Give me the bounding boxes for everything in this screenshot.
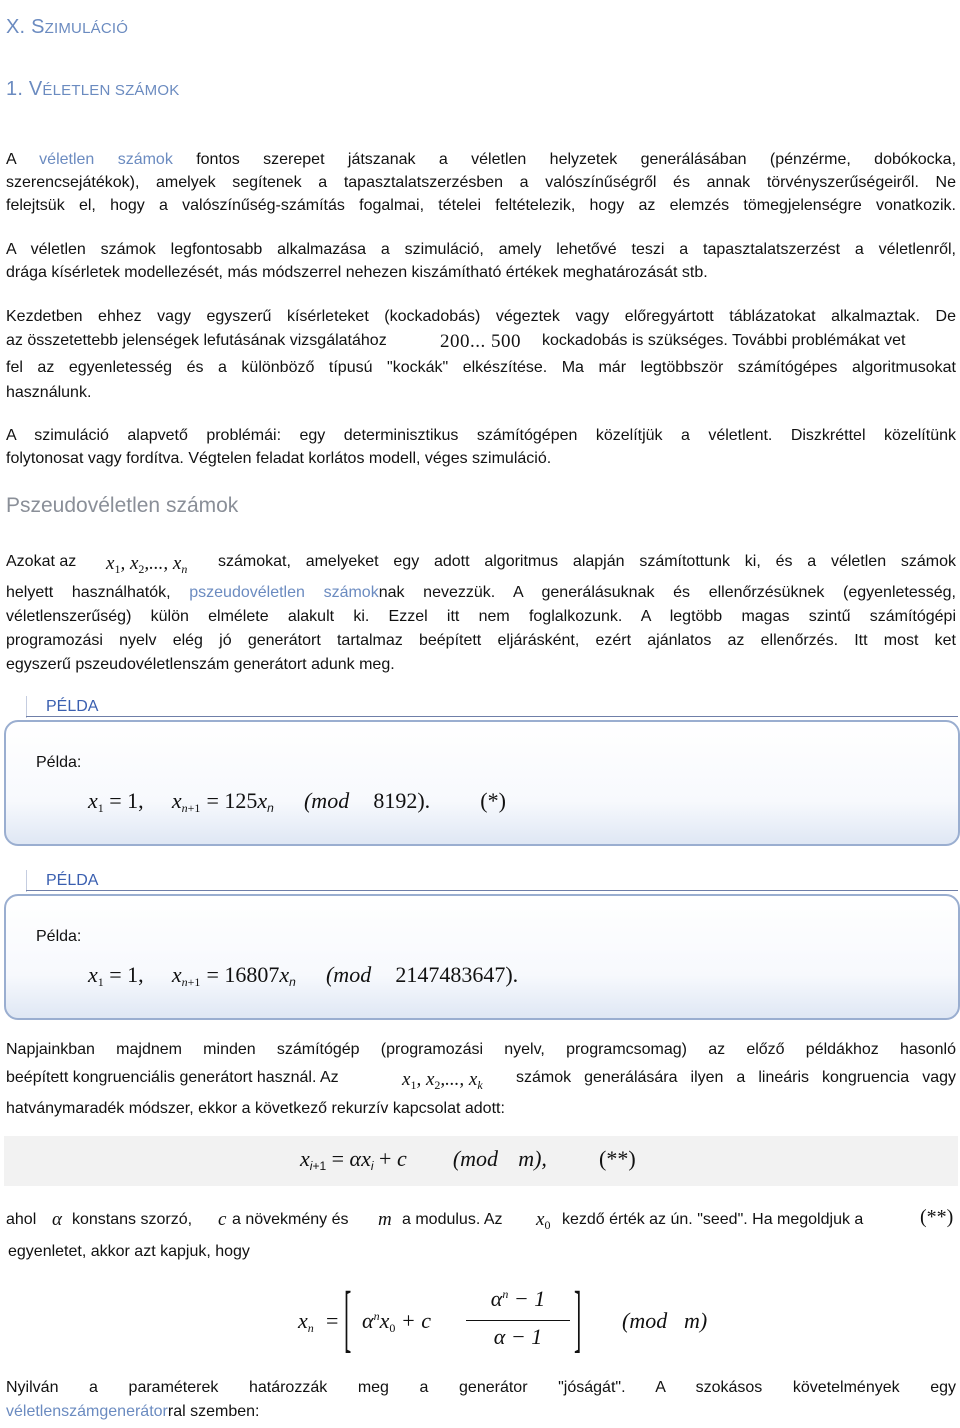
text: a modulus. Az [402, 1211, 503, 1228]
subsection-title: Pszeudovéletlen számok [6, 494, 239, 517]
math-range: 200... 500 [440, 331, 521, 352]
text-with-math [6, 329, 956, 352]
text: folytonosat vagy fordítva. Végtelen feladat korlátos modell, véges szimuláció. [6, 450, 552, 467]
math-c: c [218, 1209, 227, 1230]
equation-tag: (**) [920, 1206, 954, 1228]
text: Napjainkban majdnem minden számítógép (programozási nyelv, programcsomag) az előző példákhoz hasonló [6, 1041, 956, 1058]
math-alpha: α [52, 1209, 62, 1230]
equation-tag: (**) [599, 1146, 636, 1171]
text: fontos szerepet játszanak a véletlen helyzetek generálásában (pénzérme, dobókocka, [172, 151, 957, 168]
example-box [4, 720, 960, 846]
text: használunk. [6, 384, 92, 401]
text: Nyilván a paraméterek határozzák meg a generátor "jóságát". A szokásos követelmények egy [6, 1379, 956, 1396]
text: helyett használhatók, [6, 584, 190, 601]
link-veletlenszamgenerator[interactable]: véletlenszámgenerátor [6, 1403, 168, 1420]
example-header [26, 696, 958, 718]
text: kezdő érték az ún. "seed". Ha megoldjuk a [562, 1211, 864, 1228]
divider [26, 696, 958, 717]
text: A [6, 151, 40, 168]
link-veletlen-szamok[interactable]: véletlen számok [39, 151, 173, 168]
equation-tag: (*) [480, 788, 506, 813]
chapter-number: X. [6, 16, 26, 38]
text-with-math [6, 1066, 956, 1092]
text: A szimuláció alapvető problémái: egy determinisztikus számítógépen közelítjük a véletlent. Diszkréttel közelítünk [6, 427, 956, 444]
text: fel az egyenletesség és a különböző típusú "kockák" elkészítése. Ma már legtöbbször számítógépes algoritmusokat [6, 359, 956, 376]
paragraph-problems [6, 424, 956, 470]
math-sequence: $x_1$, $x_2$,..., $x_n$ [106, 553, 188, 576]
example-label: PÉLDA [46, 872, 99, 889]
chapter-rest: ZIMULÁCIÓ [44, 20, 129, 37]
text: kockadobás is szükséges. További problémákat vet [542, 332, 906, 349]
text: az összetettebb jelenségek lefutásának vizsgálatához [6, 332, 387, 349]
text: számok generálására ilyen a lineáris kongruencia vagy [516, 1069, 956, 1086]
text: egyszerű pszeudovéletlenszám generátort adunk meg. [6, 656, 395, 673]
mod-keyword: (mod [303, 788, 350, 813]
mod-keyword: (mod [325, 962, 372, 987]
equation-bar [4, 1136, 958, 1186]
math-m: m [378, 1209, 392, 1230]
text: nak nevezzük. A generálásuknak és ellenőrzésüknek (egyenletesség, [378, 584, 956, 601]
link-pszeudoveletlen-szamok[interactable]: pszeudovéletlen számok [189, 584, 379, 601]
text: Kezdetben ehhez vagy egyszerű kísérleteket (kockadobás) végeztek vagy előregyártott táblázatokat alkalmaztak. De [6, 308, 956, 325]
multiplier: 16807 [224, 962, 280, 987]
example-label: PÉLDA [46, 698, 99, 715]
equation-recurrence: $x_{i+1} = \alpha x_i + c$ (mod m), (**) [300, 1146, 636, 1173]
text: konstans szorzó, [72, 1211, 193, 1228]
text: drága kísérletek modellezését, más módszerrel nehezen kiszámítható értékek meghatározását stb. [6, 264, 708, 281]
text: ahol [6, 1211, 37, 1228]
divider [26, 870, 958, 891]
example-box [4, 894, 960, 1020]
text: véletlenszerűség) külön elmélete alakult ki. Ezzel itt nem foglalkozunk. A legtöbb magas szintű számítógépi [6, 608, 956, 625]
text: programozási nyelv elég jó generátort tartalmaz beépített eljárásként, ezért ajánlatos az ellenőrzés. Itt most ket [6, 632, 956, 649]
math-x0: $x_0$ [536, 1209, 551, 1232]
mod-keyword: (mod [452, 1146, 499, 1171]
example-header [26, 870, 958, 892]
text: szerencsejátékok), amelyek segítenek a tapasztalatszerzésben a valószínűségről és annak törvényszerűségeiről. Ne [6, 174, 956, 191]
text: ral szemben: [167, 1403, 260, 1420]
modulus-symbol: m), [518, 1146, 547, 1171]
text: egyenletet, akkor azt kapjuk, hogy [8, 1243, 250, 1260]
text [6, 1400, 956, 1423]
equation-lcg-2: $x_1 = 1$, $x_{n+1} = 16807x_n$ (mod 2147483647). [88, 962, 519, 989]
text-with-math [6, 1208, 956, 1231]
chapter-initial: S [31, 16, 45, 38]
text: beépített kongruenciális generátort használ. Az [6, 1069, 339, 1086]
text-with-math [6, 550, 956, 576]
text: hatványmaradék módszer, ekkor a következő rekurzív kapcsolat adott: [6, 1100, 505, 1117]
modulus-symbol: m) [684, 1308, 708, 1333]
math-sequence: $x_1$, $x_2$,..., $x_k$ [402, 1069, 483, 1092]
text: A véletlen számok legfontosabb alkalmazása a szimuláció, amely lehetővé teszi a tapasztalatszerzést a véletlenről, [6, 241, 956, 258]
modulus-value: 2147483647). [395, 962, 519, 987]
text: számokat, amelyeket egy adott algoritmus alapján számítottunk ki, és a véletlen számok [218, 553, 956, 570]
paragraph-application [6, 238, 956, 284]
text [6, 581, 956, 604]
section-rest: ÉLETLEN SZÁMOK [42, 82, 180, 99]
section-initial: V [28, 78, 43, 100]
modulus-value: 8192). [373, 788, 431, 813]
example-title: Példa: [36, 928, 82, 945]
paragraph-intro [6, 148, 956, 217]
section-number: 1. [6, 78, 24, 100]
chapter-title [6, 16, 128, 39]
section-title [6, 78, 179, 101]
mod-keyword: (mod [622, 1308, 668, 1333]
text: Azokat az [6, 553, 77, 570]
text: a növekmény és [232, 1211, 349, 1228]
multiplier: 125 [224, 788, 258, 813]
text: felejtsük el, hogy a valószínűség-számítás fogalmai, tételei feltételezik, hogy az elemzés tömegjelenségre vonatkozik. [6, 197, 956, 214]
example-title: Példa: [36, 754, 82, 771]
equation-lcg-1: $x_1 = 1$, $x_{n+1} = 125x_n$ (mod 8192). (*) [88, 788, 506, 815]
equation-closed-form: $x_n$ = [ $\alpha^nx_0 + c$ $\alpha^n - 1$ α − 1 ] (mod m) [298, 1275, 708, 1361]
